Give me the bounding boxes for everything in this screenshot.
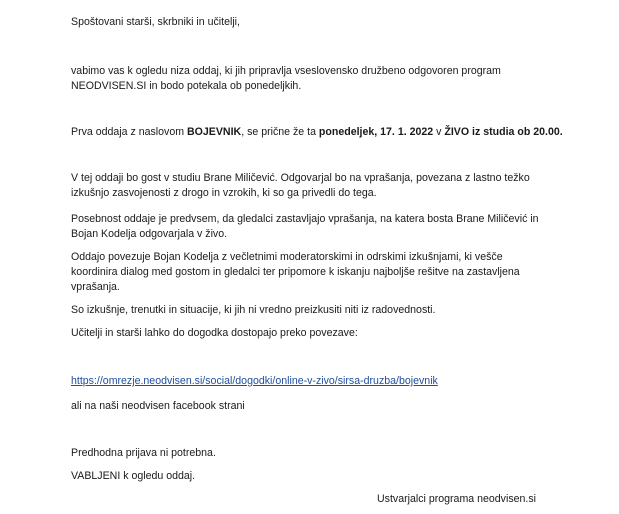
special-line-1: Posebnost oddaje je predvsem, da gledalci zastavljajo vprašanja, na katera bosta Brane Miličević in [71,213,539,225]
show-title: BOJEVNIK [187,126,242,138]
host-line-2: koordinira dialog med gostom in gledalci ter pripomore k iskanju najboljše rešitve na zastavljena [71,266,520,278]
signature: Ustvarjalci programa neodvisen.si [377,493,536,505]
experiences-line: So izkušnje, trenutki in situacije, ki jih ni vredno preizkusiti niti iz radovednosti. [71,304,436,316]
show-live-time: ŽIVO iz studia ob 20.00. [444,126,563,138]
first-show-text-1: Prva oddaja z naslovom [71,126,188,138]
greeting: Spoštovani starši, skrbniki in učitelji, [71,16,240,28]
registration-line: Predhodna prijava ni potrebna. [71,447,216,459]
host-line-1: Oddajo povezuje Bojan Kodelja z večletnimi moderatorskimi in odrskimi izkušnjami, ki vešče [71,251,503,263]
guest-line-1: V tej oddaji bo gost v studiu Brane Miličević. Odgovarjal bo na vprašanja, povezana z lastno težko [71,172,530,184]
host-line-3: vprašanja. [71,281,120,293]
first-show-paragraph [71,126,563,139]
facebook-line: ali na naši neodvisen facebook strani [71,400,245,412]
show-date: ponedeljek, 17. 1. 2022 [318,126,434,138]
special-line-2: Bojan Kodelja odgovarjala v živo. [71,228,228,240]
intro-line-2: NEODVISEN.SI in bodo potekala ob ponedeljkih. [71,80,302,92]
access-line: Učitelji in starši lahko do dogodka dostopajo preko povezave: [71,327,358,339]
invitation-line: VABLJENI k ogledu oddaj. [71,470,196,482]
guest-line-2: izkušnjo zasvojenosti z drogo in vzrokih, ki so ga privedli do tega. [71,187,377,199]
intro-line-1: vabimo vas k ogledu niza oddaj, ki jih pripravlja vseslovensko družbeno odgovoren program [71,65,501,77]
event-link[interactable]: https://omrezje.neodvisen.si/social/dogodki/online-v-zivo/sirsa-druzba/bojevnik [71,375,438,387]
first-show-text-3: v [433,126,445,138]
first-show-text-2: , se prične že ta [241,126,319,138]
